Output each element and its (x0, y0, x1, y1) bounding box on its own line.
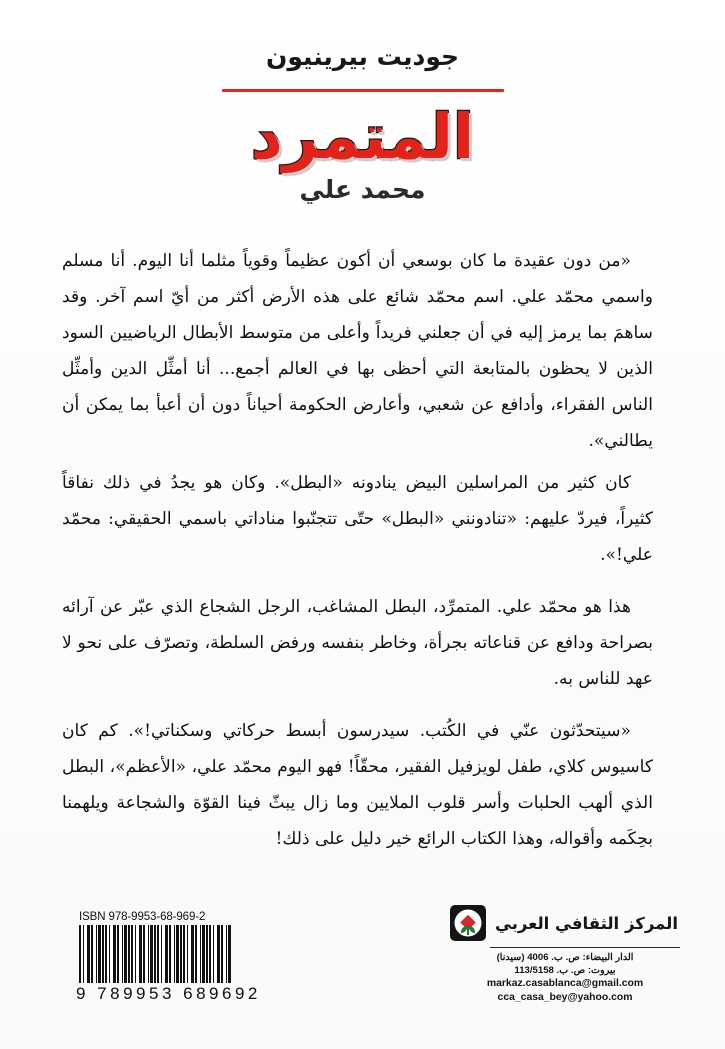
blurb-paragraph-3: هذا هو محمّد علي. المتمرِّد، البطل المشاغب، الرجل الشجاع الذي عبّر عن آرائه بصراحة ودافع عن قناعاته بجرأة، وخاطر بنفسه ورفض السلطة، وتصرّف على نحو لا عهد للناس به. (62, 597, 653, 689)
blurb-paragraph-4: «سيتحدّثون عنّي في الكُتب. سيدرسون أبسط حركاتي وسكناتي!». كم كان كاسيوس كلاي، طفل لويزفيل الفقير، محقّاً! فهو اليوم محمّد علي، «الأعظم»، البطل الذي ألهب الحلبات وأسر قلوب الملايين وما زال يبثّ فينا القوّة والشجاعة ويلهمنا بحِكَمه وأقواله، وهذا الكتاب الرائع خير دليل على ذلك! (62, 721, 653, 849)
publisher-name: المركز الثقافي العربي (495, 913, 678, 933)
publisher-logo-icon (450, 905, 486, 941)
blurb-text (62, 243, 653, 863)
barcode-block (76, 911, 261, 1004)
cover-footer (0, 874, 725, 1049)
author-name: جوديت بيرينيون (265, 42, 460, 71)
red-divider-rule (222, 89, 504, 92)
logo-stem-shape (467, 926, 469, 935)
cover-header (0, 42, 725, 204)
publisher-identity-row (450, 905, 680, 941)
publisher-email-primary: markaz.casablanca@gmail.com (486, 978, 644, 989)
barcode-bars-icon (79, 925, 231, 983)
blurb-paragraph-1: «من دون عقيدة ما كان بوسعي أن أكون عظيماً وقوياً مثلما أنا اليوم. أنا مسلم واسمي محمّد علي. اسم محمّد شائع على هذه الأرض أكثر من أيّ اسم آخر. وقد ساهمَ بما يرمز إليه في أن جعلني فريداً وأعلى من متوسط الأبطال الرياضيين السود الذين لا يحظون بالمتابعة التي أحظى بها في العالم أجمع... أنا أمثِّل الدين وأمثِّل الناس الفقراء، وأدافع عن شعبي، وأعارض الحكومة أحياناً دون أن أعبأ بما يمكن أن يطالني». (62, 251, 653, 451)
publisher-email-secondary: cca_casa_bey@yahoo.com (497, 991, 633, 1003)
book-subtitle: محمد علي (299, 175, 426, 205)
publisher-divider (490, 947, 680, 948)
barcode-digits: 9 789953 689692 (76, 984, 261, 1003)
publisher-block (450, 905, 680, 1004)
isbn-label: ISBN 978-9953-68-969-2 (79, 911, 206, 923)
blurb-paragraph-2: كان كثير من المراسلين البيض ينادونه «البطل». وكان هو يجدُ في ذلك نفاقاً كثيراً، فيردّ عليهم: «تنادونني «البطل» حتّى تتجنّبوا مناداتي باسمي الحقيقي: محمّد علي!». (62, 473, 653, 565)
publisher-address-casablanca: الدار البيضاء: ص. ب. 4006 (سيدنا) (496, 952, 634, 963)
title-container (0, 100, 725, 173)
publisher-address-beirut: بيروت: ص. ب. 113/5158 (514, 964, 616, 976)
book-title: المتمرد (250, 100, 475, 173)
